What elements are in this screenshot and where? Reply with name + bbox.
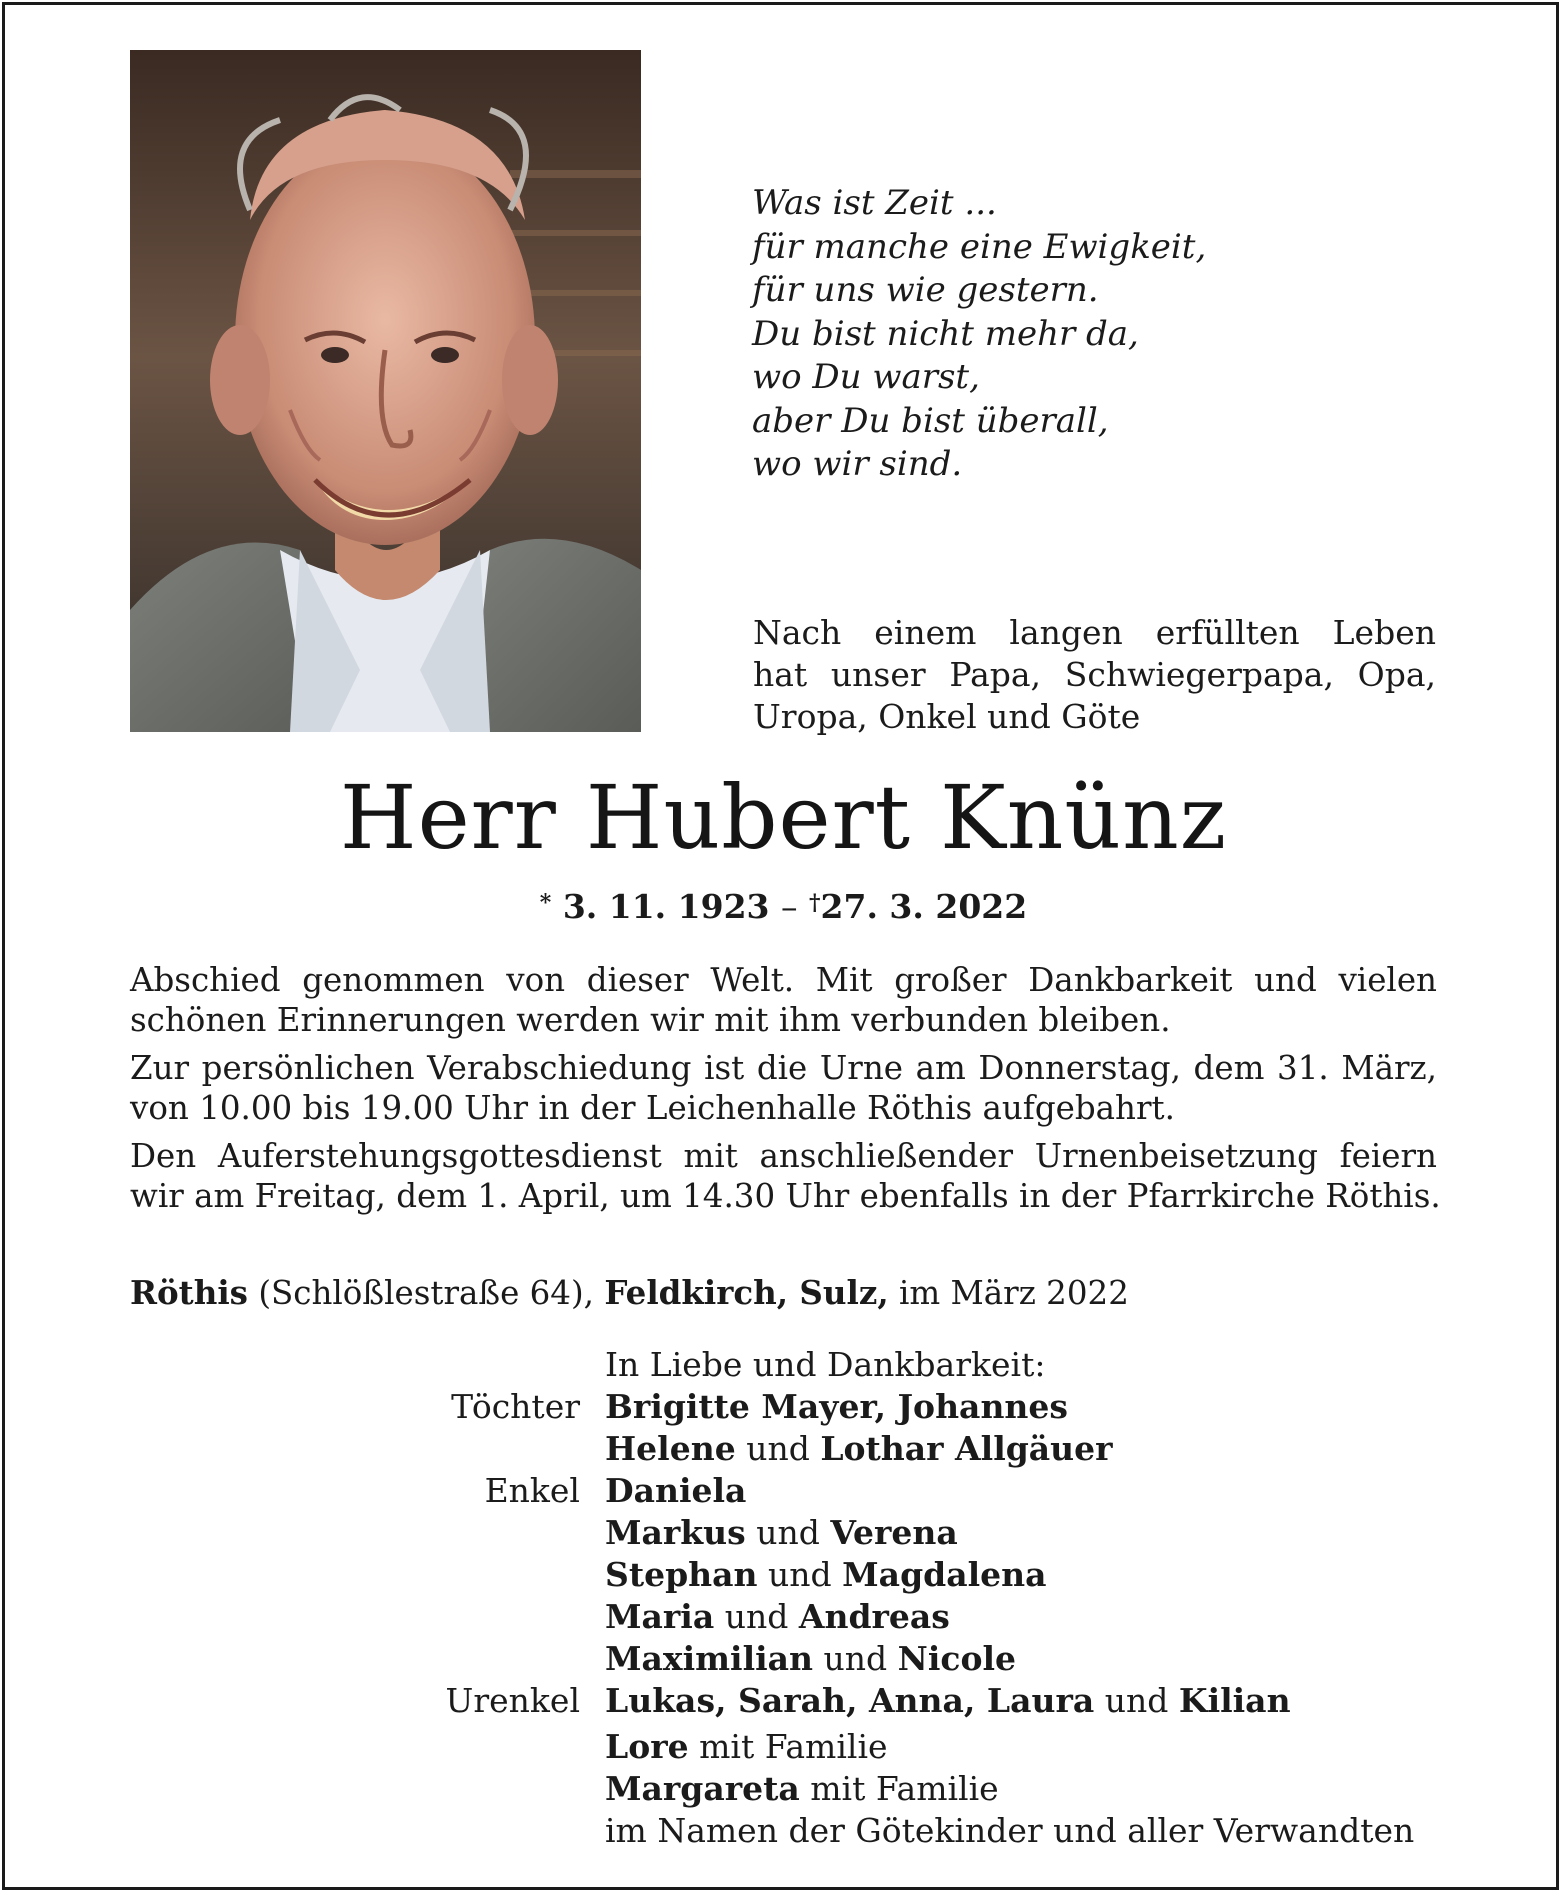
signer-name: Lukas, Sarah, Anna, Laura xyxy=(605,1681,1095,1720)
signer-name: Lore xyxy=(605,1727,689,1766)
signer-name: Brigitte Mayer, Johannes xyxy=(605,1387,1068,1426)
signer-name: Helene xyxy=(605,1429,736,1468)
closing-line: im Namen der Götekinder und aller Verwandten xyxy=(605,1811,1415,1850)
intro-line: Uropa, Onkel und Göte xyxy=(753,697,1141,736)
poem-line: wo wir sind. xyxy=(752,444,963,484)
greatgrandchildren-row xyxy=(0,1680,1567,1722)
signer-name: Stephan xyxy=(605,1555,758,1594)
intro-line: hat unser Papa, Schwiegerpapa, Opa, xyxy=(753,655,1436,694)
signer-name: Nicole xyxy=(897,1639,1017,1678)
grandchildren-row xyxy=(0,1512,1567,1554)
label-daughters: Töchter xyxy=(451,1387,580,1426)
signer-name: Maximilian xyxy=(605,1639,814,1678)
body-line: von 10.00 bis 19.00 Uhr in der Leichenhalle Röthis aufgebahrt. xyxy=(130,1089,1175,1127)
closing-row xyxy=(0,1810,1567,1852)
signer-name: Markus xyxy=(605,1513,746,1552)
daughters-row xyxy=(0,1428,1567,1470)
relative-row xyxy=(0,1768,1567,1810)
body-line: Den Auferstehungsgottesdienst mit anschließender Urnenbeisetzung feiern xyxy=(130,1137,1437,1175)
body-line: Zur persönlichen Verabschiedung ist die Urne am Donnerstag, dem 31. März, xyxy=(130,1049,1437,1087)
conjunction: und xyxy=(756,1513,820,1552)
poem-line: Du bist nicht mehr da, xyxy=(752,313,1139,354)
conjunction: und xyxy=(724,1597,789,1636)
conjunction: und xyxy=(823,1639,888,1678)
portrait-image xyxy=(130,50,641,732)
grandchildren-row xyxy=(0,1596,1567,1638)
poem-line: Was ist Zeit ... xyxy=(752,183,997,223)
signer-name: Magdalena xyxy=(842,1555,1047,1594)
signer-name: Daniela xyxy=(605,1471,747,1510)
body-line: wir am Freitag, dem 1. April, um 14.30 Uhr ebenfalls in der Pfarrkirche Röthis. xyxy=(130,1177,1441,1215)
label-greatgrandchildren: Urenkel xyxy=(445,1681,580,1720)
signature-heading: In Liebe und Dankbarkeit: xyxy=(605,1345,1046,1384)
grandchildren-row xyxy=(0,1554,1567,1596)
with-family: mit Familie xyxy=(810,1769,999,1808)
paragraph xyxy=(130,1136,1441,1216)
signer-name: Lothar Allgäuer xyxy=(820,1429,1113,1468)
signer-name: Andreas xyxy=(798,1597,950,1636)
signer-name: Kilian xyxy=(1178,1681,1291,1720)
signer-name: Margareta xyxy=(605,1769,800,1808)
label-grandchildren: Enkel xyxy=(484,1471,580,1510)
place-others: Feldkirch, Sulz, xyxy=(604,1273,889,1312)
signer-name: Verena xyxy=(830,1513,958,1552)
date-dash: – xyxy=(781,887,798,926)
paragraph xyxy=(130,960,1437,1040)
conjunction: und xyxy=(1104,1681,1169,1720)
death-symbol: † xyxy=(809,890,821,916)
place-date: im März 2022 xyxy=(898,1274,1129,1312)
intro-line: Nach einem langen erfüllten Leben xyxy=(753,613,1436,652)
intro-text xyxy=(753,612,1436,738)
poem-line: aber Du bist überall, xyxy=(752,400,1109,441)
birth-symbol: * xyxy=(539,890,552,916)
signatures xyxy=(0,1344,1567,1852)
poem-line: wo Du warst, xyxy=(752,357,980,397)
portrait-photo xyxy=(130,50,641,732)
poem-line: für uns wie gestern. xyxy=(752,270,1099,310)
life-dates xyxy=(0,885,1567,929)
with-family: mit Familie xyxy=(699,1727,888,1766)
conjunction: und xyxy=(746,1429,810,1468)
poem-line: für manche eine Ewigkeit, xyxy=(752,226,1207,267)
grandchildren-row xyxy=(0,1638,1567,1680)
place-address: (Schlößlestraße 64), xyxy=(258,1274,594,1312)
birth-date: 3. 11. 1923 xyxy=(562,887,770,926)
body-line: Abschied genommen von dieser Welt. Mit großer Dankbarkeit und vielen xyxy=(130,961,1437,999)
signer-name: Maria xyxy=(605,1597,715,1636)
signature-heading-row xyxy=(0,1344,1567,1386)
memorial-poem xyxy=(752,182,1452,487)
conjunction: und xyxy=(768,1555,832,1594)
daughters-row xyxy=(0,1386,1567,1428)
deceased-name: Herr Hubert Knünz xyxy=(339,766,1228,869)
place-town: Röthis xyxy=(130,1273,248,1312)
body-line: schönen Erinnerungen werden wir mit ihm verbunden bleiben. xyxy=(130,1001,1171,1039)
death-date: 27. 3. 2022 xyxy=(820,887,1028,926)
relative-row xyxy=(0,1726,1567,1768)
paragraph xyxy=(130,1048,1437,1128)
grandchildren-row xyxy=(0,1470,1567,1512)
announcement-body xyxy=(130,960,1441,1224)
place-and-date xyxy=(130,1273,1437,1313)
